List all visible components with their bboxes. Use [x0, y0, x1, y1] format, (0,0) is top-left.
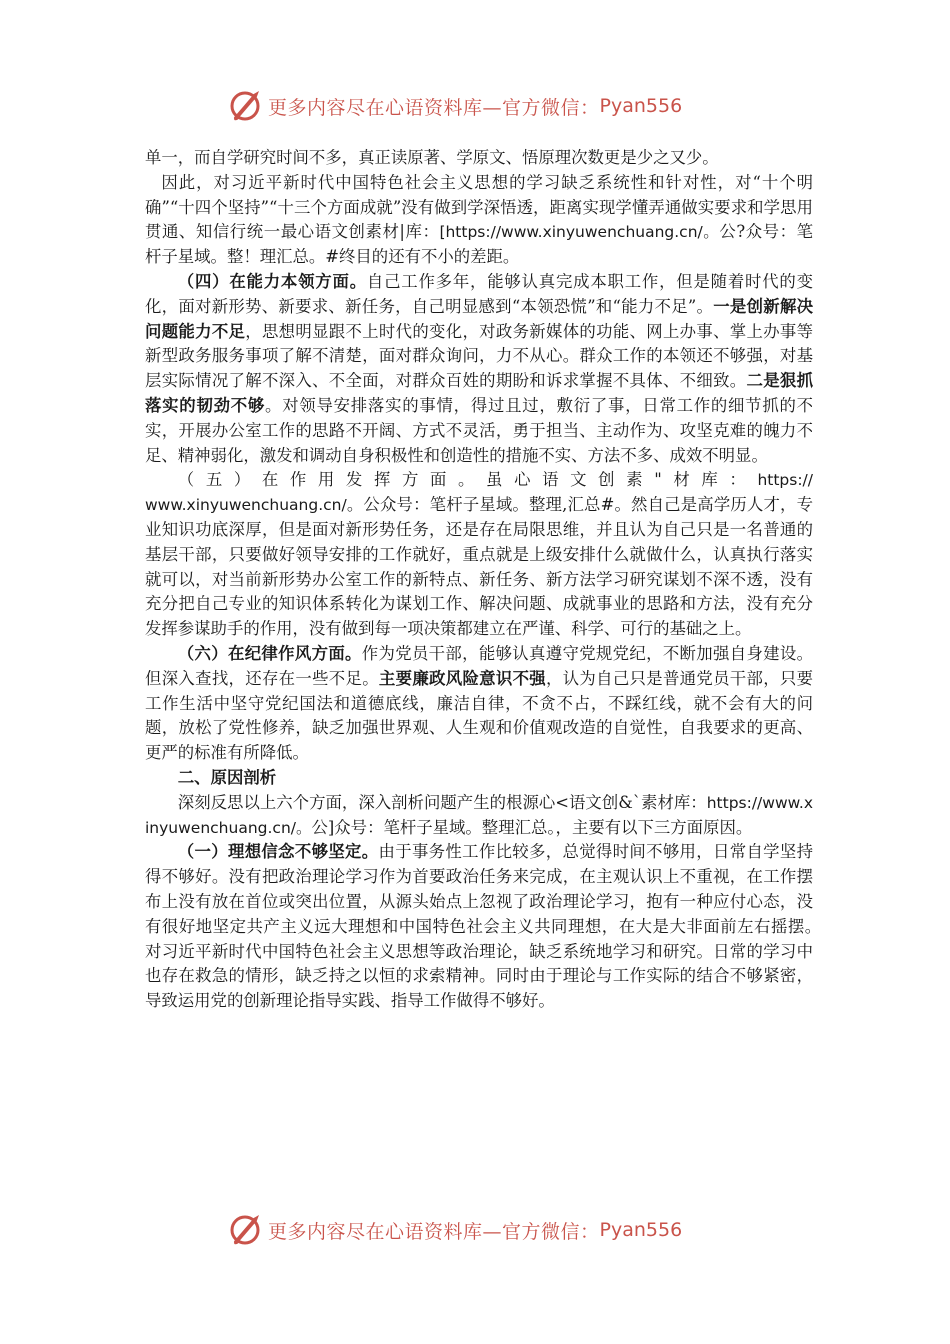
paragraph-2-text-a: 因此，对习近平新时代中国特色社会主义思想的学习缺乏系统性和针对性，对“十个明确”“十四个坚持”“十三个方面成就”没有做到学深悟透，距离实现学懂弄通做实要求和学思用贯通、知信行统一最心语文创素材|库： — [145, 172, 813, 242]
paragraph-2-url: [https://www.xinyuwenchuang.cn/。 — [439, 223, 720, 242]
header-wechat-id: Pyan556 — [599, 95, 683, 117]
brush-logo-icon — [228, 1212, 264, 1248]
paragraph-2-text-b: 公?众号：笔杆子星域。整！理汇总。#终目的还有不小的差距。 — [145, 222, 813, 267]
section-5-url-a: https:// — [757, 471, 813, 490]
section-5-text-1: 。公众号：笔杆子星域。整理,汇总#。然自己是高学历人才，专业知识功底深厚，但是面对新形势任务，还是存在局限思维，并且认为自己只是一名普通的基层干部，只要做好领导安排的工作就好，重点就是上级安排什么就做什么，认真执行落实就可以，对当前新形势办公室工作的新特点、新任务、新方法学习研究谋划不深不透，没有充分把自己专业的知识体系转化为谋划工作、解决问题、成就事业的思路和方法，没有充分发挥参谋助手的作用，没有做到每一项决策都建立在严谨、科学、可行的基础之上。 — [145, 495, 813, 639]
section-2-url: https://www.xinyuwenchuang.cn/。 — [145, 793, 813, 837]
section-4-text-3: 。对领导安排落实的事情，得过且过，敷衍了事，日常工作的细节抓的不实，开展办公室工作的思路不开阔、方式不灵活，勇于担当、主动作为、攻坚克难的魄力不足、精神弱化，激发和调动自身积极性和创造性的措施不实、方法不多、成效不明显。 — [145, 395, 814, 465]
section-2-text-2: 公]众号：笔杆子星域。整理汇总。，主要有以下三方面原因。 — [311, 817, 753, 837]
section-4-heading: （四）在能力本领方面。 — [177, 271, 367, 291]
footer-banner — [0, 1210, 950, 1250]
section-6-bold-1: 主要廉政风险意识不强 — [378, 668, 547, 688]
reason-1-faith — [145, 840, 830, 1014]
section-2-intro — [145, 791, 813, 841]
section-5-heading: （五）在作用发挥方面。虽心语文创素"材库： — [177, 470, 758, 490]
footer-banner-content — [228, 1210, 682, 1250]
section-2-title: 二、原因剖析 — [177, 767, 277, 787]
document-body — [145, 146, 830, 1176]
section-4-text-1: 自己工作多年，能够认真完成本职工作，但是随着时代的变化，面对新形势、新要求、新任务，自己明显感到“本领恐慌”和“能力不足”。 — [145, 271, 814, 316]
section-4-ability — [145, 270, 813, 468]
section-5-heading-line — [145, 468, 813, 493]
section-6-discipline — [145, 642, 813, 766]
header-banner — [0, 86, 950, 126]
section-6-heading: （六）在纪律作风方面。 — [177, 643, 362, 663]
reason-1-heading: （一）理想信念不够坚定。 — [177, 842, 379, 862]
section-4-bold-1: 一是创新解决问题能力不足 — [145, 296, 814, 341]
section-6-text-2: ，认为自己只是普通党员干部，只要工作生活中坚守党纪国法和道德底线，廉洁自律，不贪不占，不踩红线，就不会有大的问题，放松了党性修养，缺乏加强世界观、人生观和价值观改造的自觉性，自我要求的更高、更严的标准有所降低。 — [145, 668, 814, 763]
section-2-text-1: 深刻反思以上六个方面，深入剖析问题产生的根源心<语文创&`素材库： — [177, 792, 707, 812]
header-banner-text: 更多内容尽在心语资料库—官方微信： — [268, 96, 600, 119]
paragraph-1: 单一，而自学研究时间不多，真正读原著、学原文、悟原理次数更是少之又少。 — [145, 148, 719, 167]
footer-wechat-id: Pyan556 — [599, 1219, 683, 1241]
paragraph-2 — [145, 171, 813, 270]
reason-1-text: 由于事务性工作比较多，总觉得时间不够用，日常自学坚持得不够好。没有把政治理论学习作为首要政治任务来完成，在主观认识上不重视，在工作摆布上没有放在首位或突出位置，从源头始点上忽视了政治理论学习，抱有一种应付心态，没有很好地坚定共产主义远大理想和中国特色社会主义共同理想，在大是大非面前左右摇摆。 对习近平新时代中国特色社会主义思想等政治理论，缺乏系统地学习和研究。日常的学习中也存在救急的情形，缺乏持之以恒的求索精神。同时由于理论与工作实际的结合不够紧密，导致运用党的创新理论指导实践、指导工作做得不够好。 — [145, 842, 830, 1011]
section-4-bold-2: 二是狠抓落实的韧劲不够 — [145, 371, 813, 415]
header-banner-content — [228, 86, 682, 126]
section-5-url-b: www.xinyuwenchuang.cn/ — [145, 496, 347, 515]
section-4-text-2: ，思想明显跟不上时代的变化，对政务新媒体的功能、网上办事、掌上办事等新型政务服务事项了解不清楚，面对群众询问，力不从心。群众工作的本领还不够强，对基层实际情况了解不深入、不全面，对群众百姓的期盼和诉求掌握不具体、不细致。 — [145, 321, 814, 391]
section-5-role — [145, 493, 813, 642]
footer-banner-text: 更多内容尽在心语资料库—官方微信： — [268, 1220, 600, 1243]
brush-logo-icon — [228, 88, 264, 124]
section-6-text-1: 作为党员干部，能够认真遵守党规党纪，不断加强自身建设。但深入查找，还存在一些不足。 — [145, 643, 814, 688]
